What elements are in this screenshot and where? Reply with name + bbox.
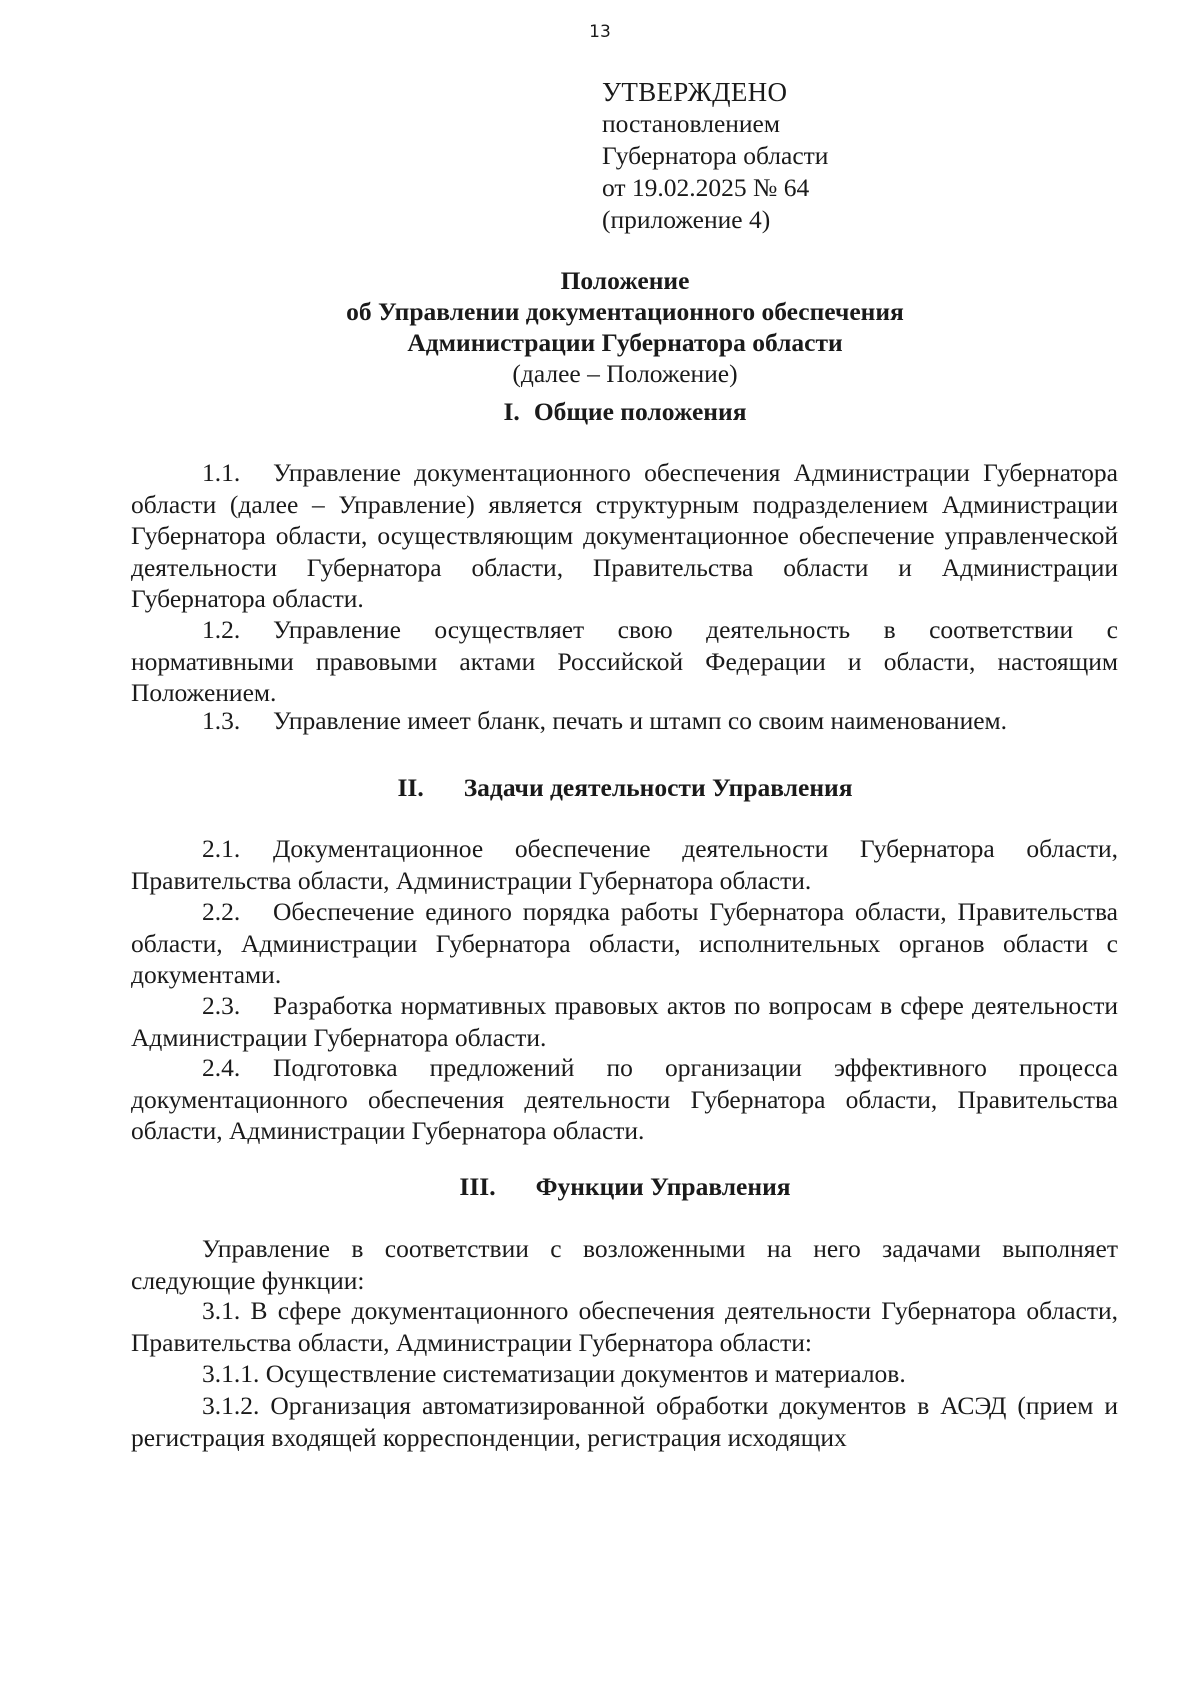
paragraph-number: 1.2. (202, 615, 241, 644)
paragraph-2-2 (131, 896, 1118, 991)
paragraph-1-2 (131, 614, 1118, 709)
section-heading-1 (0, 396, 1200, 427)
paragraph-number: 1.1. (202, 458, 241, 487)
paragraph-number: 1.3. (202, 706, 241, 735)
paragraph-3-1: 3.1. В сфере документационного обеспечения деятельности Губернатора области, Правительства области, Администрации Губернатора области: (131, 1296, 1118, 1357)
page-number: 13 (589, 22, 611, 42)
paragraph-2-4 (131, 1052, 1118, 1147)
approval-heading: УТВЕРЖДЕНО (602, 77, 788, 107)
paragraph-2-3 (131, 990, 1118, 1053)
approval-line: Губернатора области (602, 141, 829, 170)
paragraph-text: Управление осуществляет свою деятельность в соответствии с нормативными правовыми актами Российской Федерации и области, настоящим Положением. (131, 615, 1118, 707)
title-line: Положение (560, 266, 690, 295)
approval-line: постановлением (602, 109, 781, 138)
paragraph-2-1 (131, 833, 1118, 896)
paragraph-1-3 (131, 705, 1118, 737)
paragraph-text: Документационное обеспечение деятельности Губернатора области, Правительства области, Администрации Губернатора области. (131, 834, 1118, 895)
approval-date-number: от 19.02.2025 № 64 (602, 173, 810, 202)
section-heading-2 (0, 772, 1200, 803)
paragraph-3-1-2: 3.1.2. Организация автоматизированной обработки документов в АСЭД (прием и регистрация входящей корреспонденции, регистрация исходящих (131, 1391, 1118, 1452)
section-title: Функции Управления (535, 1172, 791, 1201)
paragraph-text: Разработка нормативных правовых актов по вопросам в сфере деятельности Администрации Губернатора области. (131, 991, 1118, 1052)
approval-stamp (602, 76, 828, 236)
paragraph-text: Подготовка предложений по организации эффективного процесса документационного обеспечения деятельности Губернатора области, Правительства области, Администрации Губернатора области. (131, 1053, 1118, 1145)
paragraph-number: 2.4. (202, 1053, 241, 1082)
paragraph-1-1 (131, 457, 1118, 615)
title-note: (далее – Положение) (512, 359, 738, 388)
title-line: Администрации Губернатора области (407, 328, 843, 357)
document-title (0, 265, 1200, 389)
paragraph-number: 2.1. (202, 834, 241, 863)
section-title: Задачи деятельности Управления (463, 773, 853, 802)
section-heading-3 (0, 1171, 1200, 1202)
section-number: III. (459, 1172, 496, 1201)
paragraph-text: Управление документационного обеспечения Администрации Губернатора области (далее – Управление) является структурным подразделением Администрации Губернатора области, осуществляющим документационное обеспечение управленческой деятельности Губернатора области, Правительства области и Администрации Губернатора области. (131, 458, 1118, 613)
paragraph-3-intro: Управление в соответствии с возложенными на него задачами выполняет следующие функции: (131, 1234, 1118, 1295)
paragraph-number: 2.2. (202, 897, 241, 926)
paragraph-3-1-1: 3.1.1. Осуществление систематизации документов и материалов. (202, 1359, 906, 1388)
approval-appendix: (приложение 4) (602, 205, 771, 234)
section-number: II. (397, 773, 424, 802)
section-number: I. (503, 397, 520, 426)
paragraph-text: Обеспечение единого порядка работы Губернатора области, Правительства области, Администрации Губернатора области, исполнительных органов области с документами. (131, 897, 1118, 989)
paragraph-text: Управление имеет бланк, печать и штамп со своим наименованием. (273, 706, 1008, 735)
paragraph-number: 2.3. (202, 991, 241, 1020)
section-title: Общие положения (533, 397, 747, 426)
title-line: об Управлении документационного обеспечения (346, 297, 904, 326)
